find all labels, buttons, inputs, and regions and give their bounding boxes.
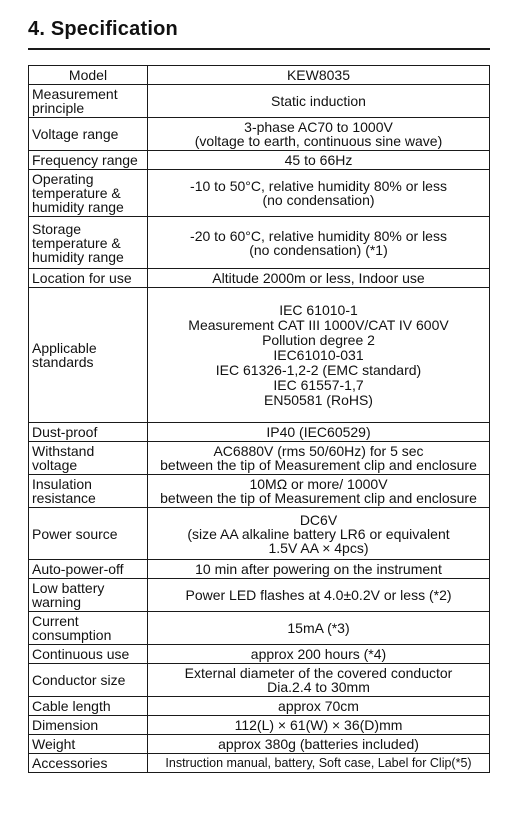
spec-label-line: humidity range: [32, 199, 124, 215]
spec-value-line: 45 to 66Hz: [284, 152, 353, 168]
table-row: [29, 269, 490, 288]
spec-label-line: Storage: [32, 220, 82, 237]
spec-value-line: -20 to 60°C, relative humidity 80% or less: [190, 227, 447, 244]
spec-value: [148, 560, 490, 579]
spec-label: [29, 423, 148, 442]
table-row: [29, 645, 490, 664]
table-row: [29, 612, 490, 645]
spec-value: [148, 579, 490, 612]
table-row: [29, 664, 490, 697]
spec-label-line: Model: [68, 67, 108, 83]
spec-value-line: (no condensation) (*1): [249, 241, 388, 258]
spec-value: [148, 735, 490, 754]
spec-label-line: principle: [32, 100, 85, 116]
spec-label-line: Weight: [32, 736, 76, 752]
spec-value-line: 1.5V AA × 4pcs): [268, 539, 369, 556]
spec-value-line: 112(L) × 61(W) × 36(D)mm: [234, 717, 403, 733]
spec-value: [148, 170, 490, 217]
spec-label-line: consumption: [32, 627, 112, 643]
spec-value-line: Altitude 2000m or less, Indoor use: [212, 270, 425, 286]
spec-label-line: Continuous use: [32, 646, 130, 662]
spec-label: [29, 66, 148, 85]
spec-value: [148, 288, 490, 423]
spec-value: [148, 697, 490, 716]
spec-label-line: warning: [32, 594, 82, 610]
spec-label: [29, 85, 148, 118]
table-row: [29, 118, 490, 151]
spec-label: [29, 645, 148, 664]
spec-label-line: humidity range: [32, 248, 124, 265]
spec-label-line: Low battery: [32, 580, 105, 596]
spec-label: [29, 151, 148, 170]
section-title: 4. Specification: [28, 18, 178, 40]
spec-value-line: -10 to 50°C, relative humidity 80% or less: [190, 178, 447, 194]
spec-value-line: IEC 61010-1: [279, 301, 358, 318]
spec-value-line: KEW8035: [286, 67, 351, 83]
spec-value-line: between the tip of Measurement clip and enclosure: [160, 490, 477, 506]
spec-value: [148, 151, 490, 170]
spec-label-line: Conductor size: [32, 672, 126, 688]
spec-label: [29, 269, 148, 288]
spec-label-line: voltage: [32, 457, 78, 473]
spec-value: [148, 118, 490, 151]
table-row: [29, 151, 490, 170]
spec-value-line: 15mA (*3): [287, 620, 350, 636]
spec-value: [148, 645, 490, 664]
spec-value-line: Power LED flashes at 4.0±0.2V or less (*2): [185, 587, 452, 603]
table-row: [29, 442, 490, 475]
spec-label: [29, 735, 148, 754]
spec-label: [29, 118, 148, 151]
spec-label-line: Current: [32, 613, 79, 629]
spec-label: [29, 475, 148, 508]
spec-label: [29, 442, 148, 475]
spec-value-line: Pollution degree 2: [262, 331, 375, 348]
spec-value-line: EN50581 (RoHS): [264, 391, 373, 408]
spec-value: [148, 217, 490, 269]
table-row: [29, 508, 490, 560]
table-row: [29, 560, 490, 579]
spec-label: [29, 697, 148, 716]
spec-label: [29, 217, 148, 269]
spec-label: [29, 664, 148, 697]
spec-label-line: Location for use: [32, 270, 132, 286]
spec-value-line: 10MΩ or more/ 1000V: [249, 476, 388, 492]
spec-value: [148, 442, 490, 475]
title-divider: [28, 48, 490, 50]
spec-value-line: 10 min after powering on the instrument: [195, 561, 442, 577]
spec-value-line: approx 200 hours (*4): [250, 646, 387, 662]
spec-value-line: (no condensation): [262, 192, 375, 208]
spec-label-line: Insulation: [32, 476, 92, 492]
spec-label-line: resistance: [32, 490, 96, 506]
spec-value-line: Measurement CAT III 1000V/CAT IV 600V: [188, 316, 449, 333]
spec-value: [148, 269, 490, 288]
table-row: [29, 475, 490, 508]
spec-value: [148, 66, 490, 85]
spec-value: [148, 716, 490, 735]
spec-value-line: IEC61010-031: [273, 346, 364, 363]
spec-label: [29, 716, 148, 735]
specification-table: [28, 65, 490, 773]
table-row: [29, 579, 490, 612]
table-row: [29, 423, 490, 442]
spec-label-line: temperature &: [32, 234, 121, 251]
table-row: [29, 66, 490, 85]
table-row: [29, 288, 490, 423]
spec-value-line: approx 70cm: [278, 698, 359, 714]
spec-value-line: DC6V: [299, 511, 338, 528]
spec-label: [29, 579, 148, 612]
spec-value: [148, 754, 490, 773]
spec-label-line: standards: [32, 354, 94, 370]
spec-label-line: Applicable: [32, 340, 97, 356]
spec-label-line: Dimension: [32, 717, 99, 733]
spec-label: [29, 612, 148, 645]
spec-label: [29, 560, 148, 579]
spec-value-line: Dia.2.4 to 30mm: [267, 679, 370, 695]
spec-value-line: External diameter of the covered conductor: [184, 665, 453, 681]
spec-label: [29, 508, 148, 560]
table-row: [29, 697, 490, 716]
spec-label-line: Cable length: [32, 698, 111, 714]
spec-value-line: between the tip of Measurement clip and enclosure: [160, 457, 477, 473]
spec-value-line: IP40 (IEC60529): [266, 424, 371, 440]
spec-value-line: AC6880V (rms 50/60Hz) for 5 sec: [213, 443, 424, 459]
spec-label-line: Auto-power-off: [32, 561, 124, 577]
spec-label: [29, 288, 148, 423]
spec-value: [148, 85, 490, 118]
spec-label-line: Dust-proof: [32, 424, 98, 440]
spec-label-line: Frequency range: [32, 152, 138, 168]
spec-value: [148, 664, 490, 697]
spec-value-line: (size AA alkaline battery LR6 or equivalent: [187, 525, 450, 542]
spec-value-line: 3-phase AC70 to 1000V: [244, 119, 393, 135]
spec-label-line: Voltage range: [32, 126, 119, 142]
table-row: [29, 716, 490, 735]
spec-label: [29, 170, 148, 217]
table-row: [29, 217, 490, 269]
spec-label-line: Measurement: [32, 86, 118, 102]
table-row: [29, 85, 490, 118]
spec-label-line: Withstand: [32, 443, 95, 459]
spec-value: [148, 475, 490, 508]
spec-value: [148, 612, 490, 645]
spec-value-line: IEC 61326-1,2-2 (EMC standard): [215, 361, 422, 378]
spec-value-line: Static induction: [271, 93, 366, 109]
spec-label-line: Accessories: [32, 755, 108, 771]
spec-label-line: temperature &: [32, 185, 121, 201]
table-row: [29, 170, 490, 217]
spec-value: [148, 508, 490, 560]
table-row: [29, 735, 490, 754]
spec-value-line: IEC 61557-1,7: [273, 376, 364, 393]
spec-label: [29, 754, 148, 773]
spec-value-line: Instruction manual, battery, Soft case, Label for Clip(*5): [165, 756, 472, 770]
spec-label-line: Power source: [32, 525, 118, 542]
spec-value-line: (voltage to earth, continuous sine wave): [194, 133, 443, 149]
spec-value-line: approx 380g (batteries included): [218, 736, 419, 752]
spec-value: [148, 423, 490, 442]
table-row: [29, 754, 490, 773]
spec-label-line: Operating: [32, 171, 94, 187]
